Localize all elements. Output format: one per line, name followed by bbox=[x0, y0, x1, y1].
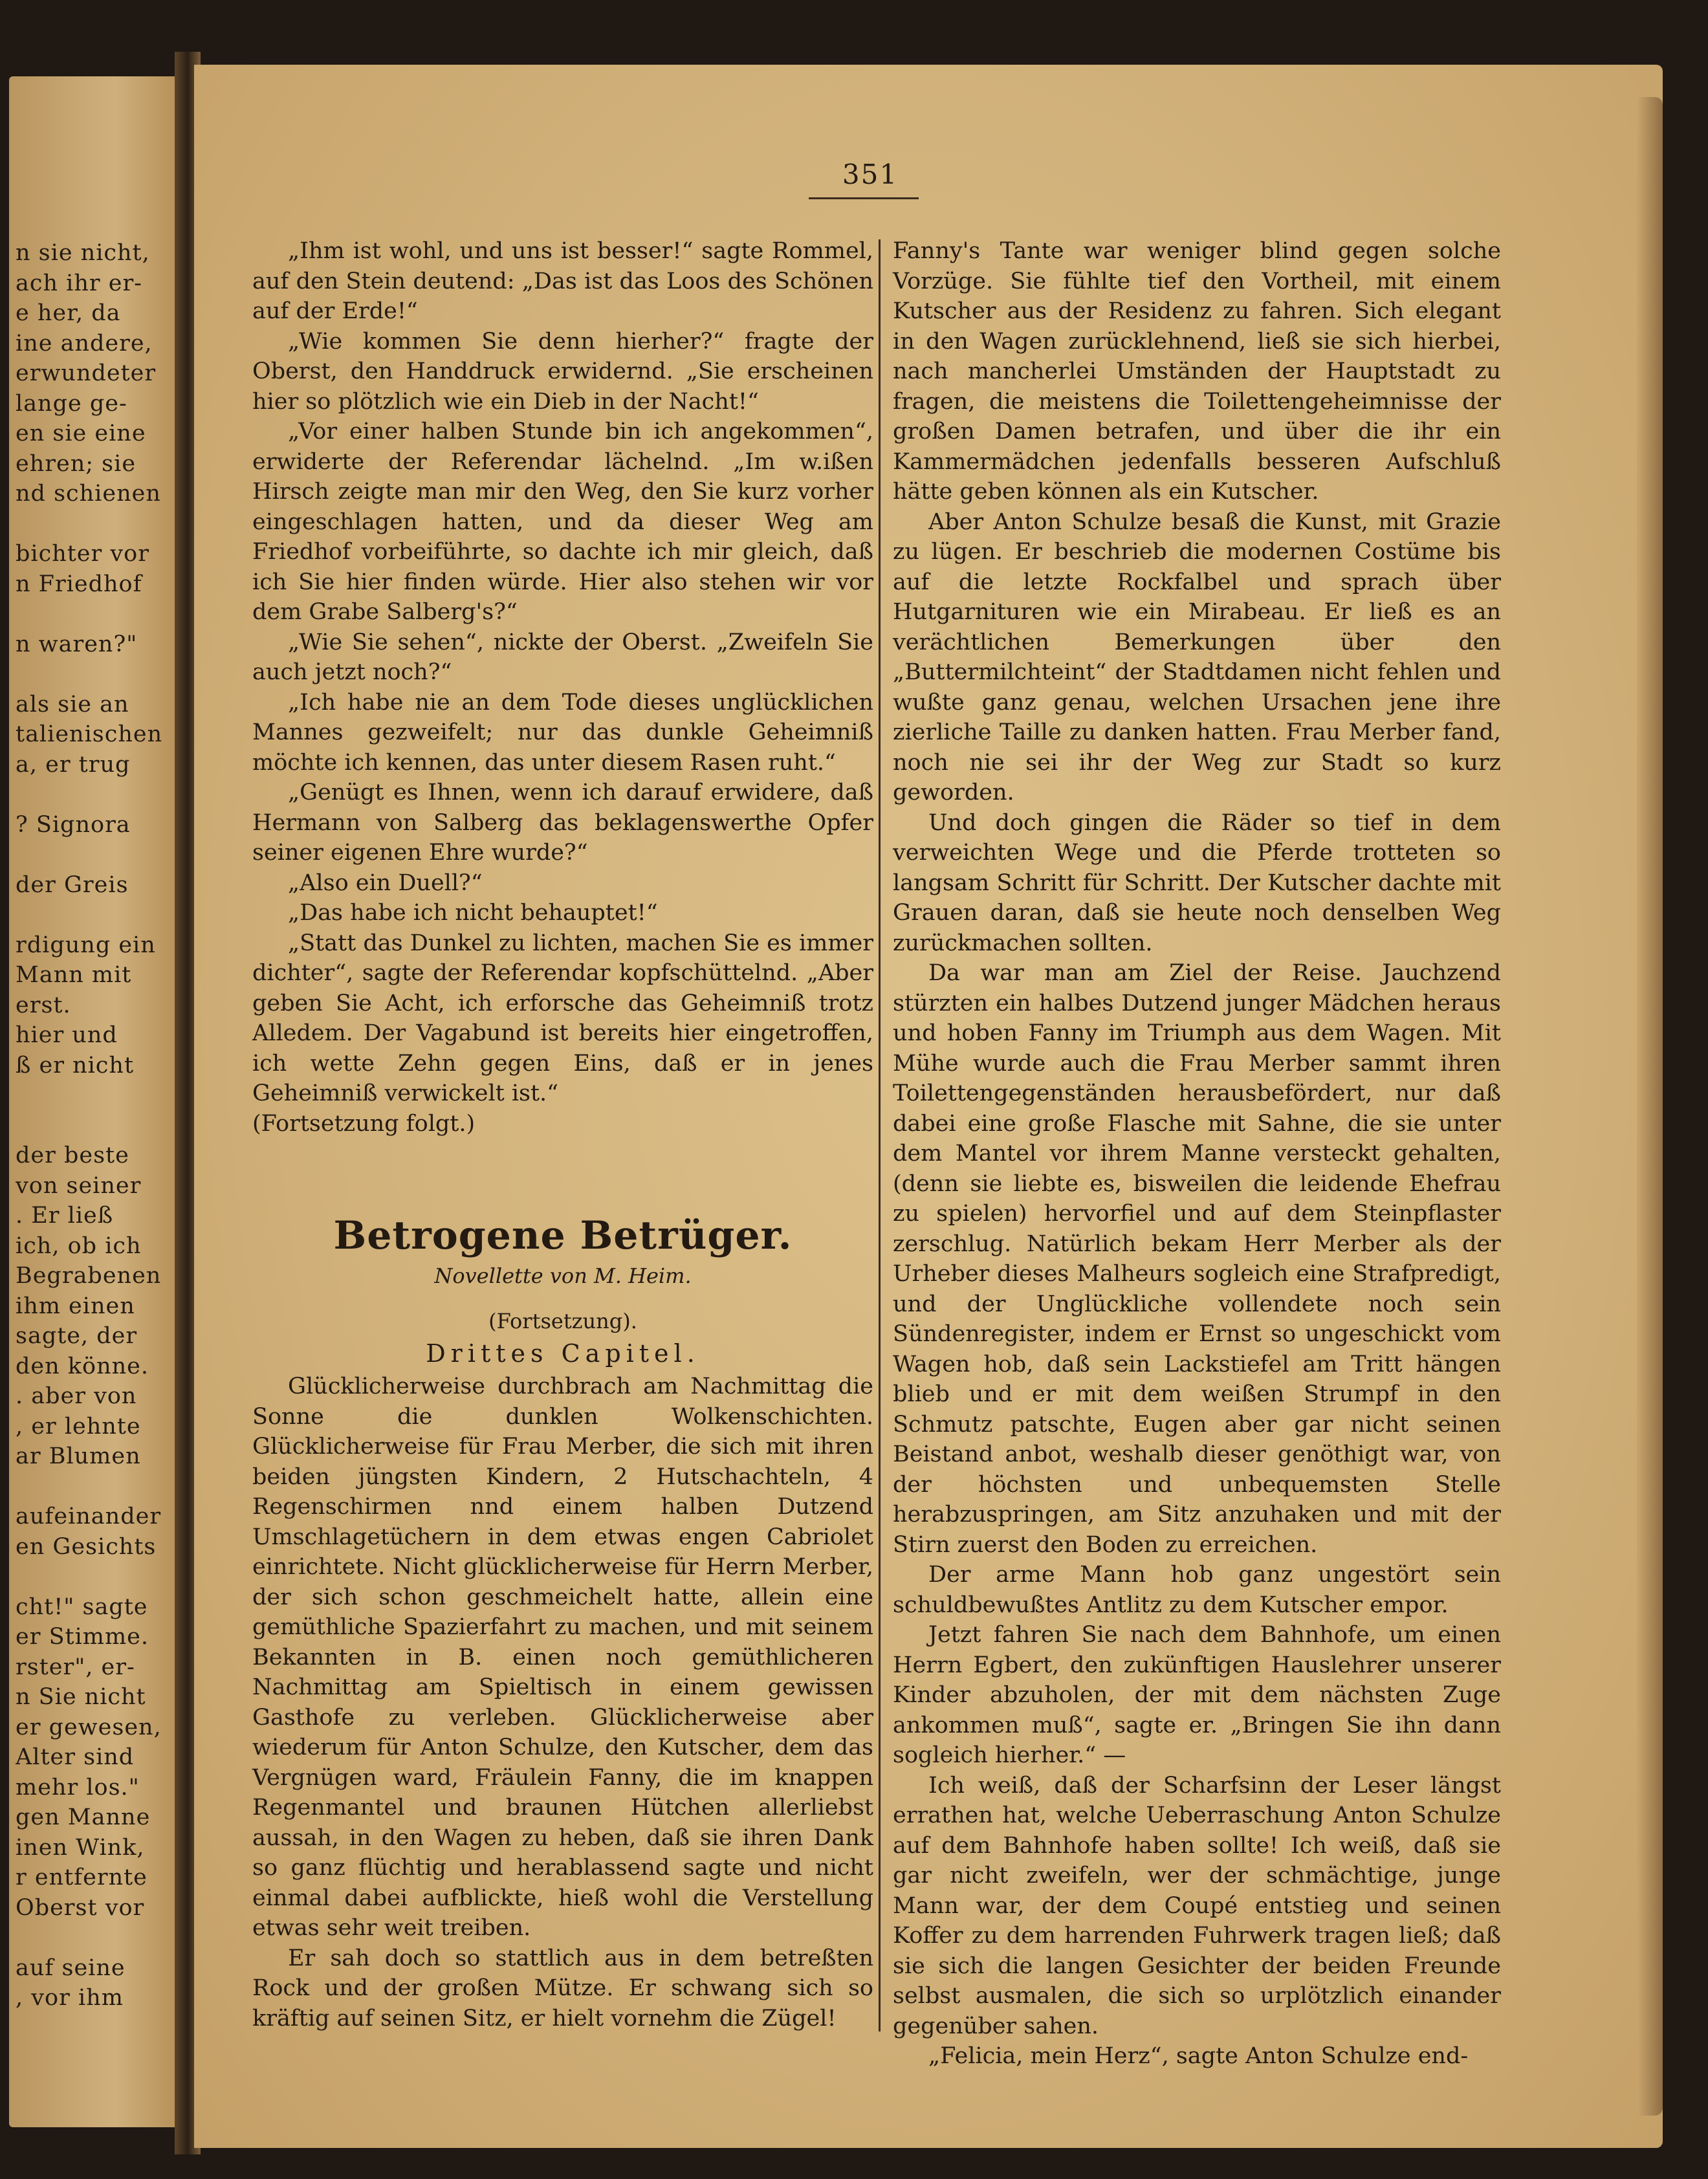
paragraph: Und doch gingen die Räder so tief in dem verweichten Wege und die Pferde trotteten so langsam Schritt für Schritt. Der Kutscher dachte mit Grauen daran, daß sie heute noch denselben Weg zurückmachen sollten. bbox=[893, 809, 1501, 956]
paragraph: „Also ein Duell?“ bbox=[288, 870, 483, 896]
right-column bbox=[893, 236, 1501, 2072]
left-page-text-fragment: Mann mit bbox=[16, 962, 132, 988]
chapter-heading: Drittes Capitel. bbox=[426, 1339, 700, 1368]
left-page-text-fragment: als sie an bbox=[16, 691, 129, 717]
left-page-text-fragment: en Gesichts bbox=[16, 1533, 157, 1560]
left-page-text-fragment: a, er trug bbox=[16, 751, 131, 778]
left-page-text-fragment: ? Signora bbox=[16, 811, 131, 838]
left-page-text-fragment: , er lehnte bbox=[16, 1413, 141, 1440]
left-page-text-fragment: bichter vor bbox=[16, 541, 149, 567]
left-page-text-fragment: e her, da bbox=[16, 300, 121, 326]
paragraph: „Ihm ist wohl, und uns ist besser!“ sagte Rommel, auf den Stein deutend: „Das ist das Loos des Schönen auf der Erde!“ bbox=[252, 238, 873, 324]
left-page-text-fragment: sagte, der bbox=[16, 1323, 138, 1349]
left-page-text-fragment: mehr los." bbox=[16, 1774, 140, 1801]
left-page-text-fragment: talienischen bbox=[16, 721, 163, 747]
paragraph: Der arme Mann hob ganz ungestört sein schuldbewußtes Antlitz zu dem Kutscher empor. bbox=[893, 1562, 1501, 1618]
left-page-text-fragment: ich, ob ich bbox=[16, 1232, 142, 1259]
paragraph: „Wie Sie sehen“, nickte der Oberst. „Zweifeln Sie auch jetzt noch?“ bbox=[252, 629, 873, 685]
left-page-text-fragment: lange ge- bbox=[16, 390, 127, 417]
left-page-text-fragment: nd schienen bbox=[16, 481, 161, 507]
left-page-text-fragment: ß er nicht bbox=[16, 1052, 135, 1079]
left-page-text-fragment: hier und bbox=[16, 1022, 118, 1048]
left-page-text-fragment: von seiner bbox=[16, 1172, 142, 1199]
left-page-text-fragment: aufeinander bbox=[16, 1504, 162, 1529]
left-page-text-fragment: er Stimme. bbox=[16, 1624, 149, 1650]
paragraph: Aber Anton Schulze besaß die Kunst, mit Grazie zu lügen. Er beschrieb die modernen Costüme bis auf die letzte Rockfalbel und sprach über Hutgarnituren wie ein Mirabeau. Er ließ es an verächtlichen Bemerkungen über den „Buttermilchteint“ der Stadtdamen nicht fehlen und wußte ganz genau, welchen Ursachen jene ihre zierliche Taille zu danken hatten. Frau Merber fand, noch nie sei ihr der Weg zur Stadt so kurz geworden. bbox=[893, 509, 1501, 805]
page-number-rule bbox=[809, 197, 919, 199]
left-page-text-fragment: Alter sind bbox=[16, 1744, 135, 1770]
paragraph: Jetzt fahren Sie nach dem Bahnhofe, um einen Herrn Egbert, den zukünftigen Hauslehrer unserer Kinder abzuholen, der mit dem nächsten Zuge ankommen muß“, sagte er. „Bringen Sie ihn dann sogleich hierher.“ — bbox=[893, 1622, 1501, 1768]
paragraph: „Genügt es Ihnen, wenn ich darauf erwidere, daß Hermann von Salberg das beklagenswerthe Opfer seiner eigenen Ehre wurde?“ bbox=[252, 780, 873, 866]
left-page-text-fragment: erwundeter bbox=[16, 360, 157, 386]
left-column bbox=[252, 236, 873, 2033]
column-divider bbox=[879, 239, 881, 2031]
left-page-text-fragment: erst. bbox=[16, 992, 71, 1018]
paragraph: Da war man am Ziel der Reise. Jauchzend stürzten ein halbes Dutzend junger Mädchen heraus und hoben Fanny im Triumph aus dem Wagen. Mit Mühe wurde auch die Frau Merber sammt ihren Toilettengegenständen herausbefördert, nur daß dabei eine große Flasche mit Sahne, die sie unter dem Mantel vor ihrem Manne versteckt gehalten, (denn sie liebte es, bisweilen die leidende Ehefrau zu spielen) hervorfiel und auf dem Steinpflaster zerschlug. Natürlich bekam Herr Merber als der Urheber dieses Malheurs sogleich eine Strafpredigt, und der Unglückliche vollendete noch sein Sündenregister, indem er Ernst so ungeschickt vom Wagen hob, daß sein Lackstiefel am Tritt hängen blieb und er mit dem weißen Strumpf in den Schmutz patschte, Eugen aber gar nicht seinen Beistand anbot, weshalb dieser genöthigt war, von der höchsten und unbequemsten Stelle herabzuspringen, am Sitz anzuhaken und mit der Stirn zuerst den Boden zu erreichen. bbox=[893, 960, 1501, 1558]
left-page-text-fragment: Oberst vor bbox=[16, 1894, 145, 1921]
continued-note: (Fortsetzung folgt.) bbox=[252, 1110, 476, 1137]
paragraph: Glücklicherweise durchbrach am Nachmittag die Sonne die dunklen Wolkenschichten. Glücklicherweise für Frau Merber, die sich mit ihren beiden jüngsten Kindern, 2 Hutschachteln, 4 Regenschirmen nnd einem halben Dutzend Umschlagetüchern in dem etwas engen Cabriolet einrichtete. Nicht glücklicherweise für Herrn Merber, der sich schon geschmeichelt hatte, allein eine gemüthliche Spazierfahrt zu machen, und mit seinem Bekannten in B. einen noch gemüthlicheren Nachmittag am Spieltisch in einem gewissen Gasthofe zu verleben. Glücklicherweise aber wiederum für Anton Schulze, den Kutscher, dem das Vergnügen ward, Fräulein Fanny, die im knappen Regenmantel und braunen Hütchen allerliebst aussah, in den Wagen zu heben, daß sie ihren Dank so ganz flüchtig und herablassend sagte und nicht einmal dabei aufblickte, hieß wohl die Verstellung etwas sehr weit treiben. bbox=[252, 1374, 873, 1941]
left-page-text-fragment: ach ihr er- bbox=[16, 270, 142, 296]
paragraph: „Ich habe nie an dem Tode dieses unglücklichen Mannes gezweifelt; nur das dunkle Geheimniß möchte ich kennen, das unter diesem Rasen ruht.“ bbox=[252, 689, 873, 776]
paragraph: „Wie kommen Sie denn hierher?“ fragte der Oberst, den Handdruck erwidernd. „Sie erscheinen hier so plötzlich wie ein Dieb in der Nacht!“ bbox=[252, 328, 873, 415]
left-page-text-fragment: n waren?" bbox=[16, 631, 138, 657]
left-page-text-fragment: auf seine bbox=[16, 1955, 126, 1981]
story-author: Novellette von M. Heim. bbox=[434, 1264, 692, 1288]
left-page-text-fragment: rdigung ein bbox=[16, 932, 156, 958]
left-page-text-fragment: gen Manne bbox=[16, 1804, 151, 1830]
left-page-text-fragment: ine andere, bbox=[16, 330, 153, 356]
left-page-text-fragment: n Sie nicht bbox=[16, 1684, 146, 1710]
page-number: 351 bbox=[842, 159, 899, 190]
paragraph: „Vor einer halben Stunde bin ich angekommen“, erwiderte der Referendar lächelnd. „Im w.ißen Hirsch zeigte man mir den Weg, den Sie kurz vorher eingeschlagen hatten, und da dieser Weg am Friedhof vorbeiführte, so dachte ich mir gleich, daß ich Sie hier finden würde. Hier also stehen wir vor dem Grabe Salberg's?“ bbox=[252, 419, 873, 625]
left-page-text-fragment: Begrabenen bbox=[16, 1263, 162, 1289]
left-page-text-fragment: ehren; sie bbox=[16, 450, 137, 477]
left-page-text-fragment: . aber von bbox=[16, 1383, 137, 1409]
left-page-text-fragment: , vor ihm bbox=[16, 1985, 124, 2011]
left-page-text-fragment: rster", er- bbox=[16, 1654, 135, 1680]
left-page-text-fragment: . Er ließ bbox=[16, 1203, 114, 1229]
left-page-text-fragment: der beste bbox=[16, 1143, 129, 1168]
left-page-text-fragment: ar Blumen bbox=[16, 1443, 141, 1469]
paragraph: Fanny's Tante war weniger blind gegen solche Vorzüge. Sie fühlte tief den Vortheil, mit einem Kutscher aus der Residenz zu fahren. Sich elegant in den Wagen zurücklehnend, ließ sie sich hierbei, nach mancherlei Umständen der Hauptstadt zu fragen, die meistens die Toilettengeheimnisse der großen Damen betrafen, und über die ihr ein Kammermädchen jedenfalls besseren Aufschluß hätte geben können als ein Kutscher. bbox=[893, 238, 1501, 505]
left-page-text-fragment: ihm einen bbox=[16, 1293, 135, 1319]
left-page-text-fragment: cht!" sagte bbox=[16, 1593, 148, 1620]
story-continuation: (Fortsetzung). bbox=[488, 1309, 637, 1333]
left-page-text-fragment: n Friedhof bbox=[16, 571, 142, 597]
paragraph: „Statt das Dunkel zu lichten, machen Sie es immer dichter“, sagte der Referendar kopfschüttelnd. „Aber geben Sie Acht, ich erforsche das Geheimniß trotz Alledem. Der Vagabund ist bereits hier eingetroffen, ich wette Zehn gegen Eins, daß er in jenes Geheimniß verwickelt ist.“ bbox=[252, 930, 873, 1106]
paragraph: Er sah doch so stattlich aus in dem betreßten Rock und der großen Mütze. Er schwang sich so kräftig auf seinen Sitz, er hielt vornehm die Zügel! bbox=[252, 1945, 873, 2031]
left-page-text-fragment: er gewesen, bbox=[16, 1714, 162, 1740]
paragraph: „Das habe ich nicht behauptet!“ bbox=[288, 900, 658, 926]
left-page-edge bbox=[9, 76, 185, 2127]
left-page-text-fragment: der Greis bbox=[16, 871, 129, 898]
paragraph: „Felicia, mein Herz“, sagte Anton Schulze end- bbox=[928, 2043, 1469, 2069]
left-page-text-fragment: den könne. bbox=[16, 1353, 149, 1379]
left-page-text-fragment: en sie eine bbox=[16, 421, 146, 446]
page-edge bbox=[1637, 97, 1663, 2116]
paragraph: Ich weiß, daß der Scharfsinn der Leser längst errathen hat, welche Ueberraschung Anton Schulze auf dem Bahnhofe haben sollte! Ich weiß, daß sie gar nicht zweifeln, wer der schmächtige, junge Mann war, der dem Coupé entstieg und seinen Koffer zu dem harrenden Fuhrwerk tragen ließ; daß sie sich die langen Gesichter der beiden Freunde selbst ausmalen, die sich so urplötzlich einander gegenüber sahen. bbox=[893, 1772, 1501, 2039]
left-page-text-fragment: n sie nicht, bbox=[16, 240, 150, 266]
story-title: Betrogene Betrüger. bbox=[333, 1213, 793, 1258]
left-page-text-fragment: r entfernte bbox=[16, 1865, 148, 1890]
left-page-text-fragment: inen Wink, bbox=[16, 1834, 145, 1861]
